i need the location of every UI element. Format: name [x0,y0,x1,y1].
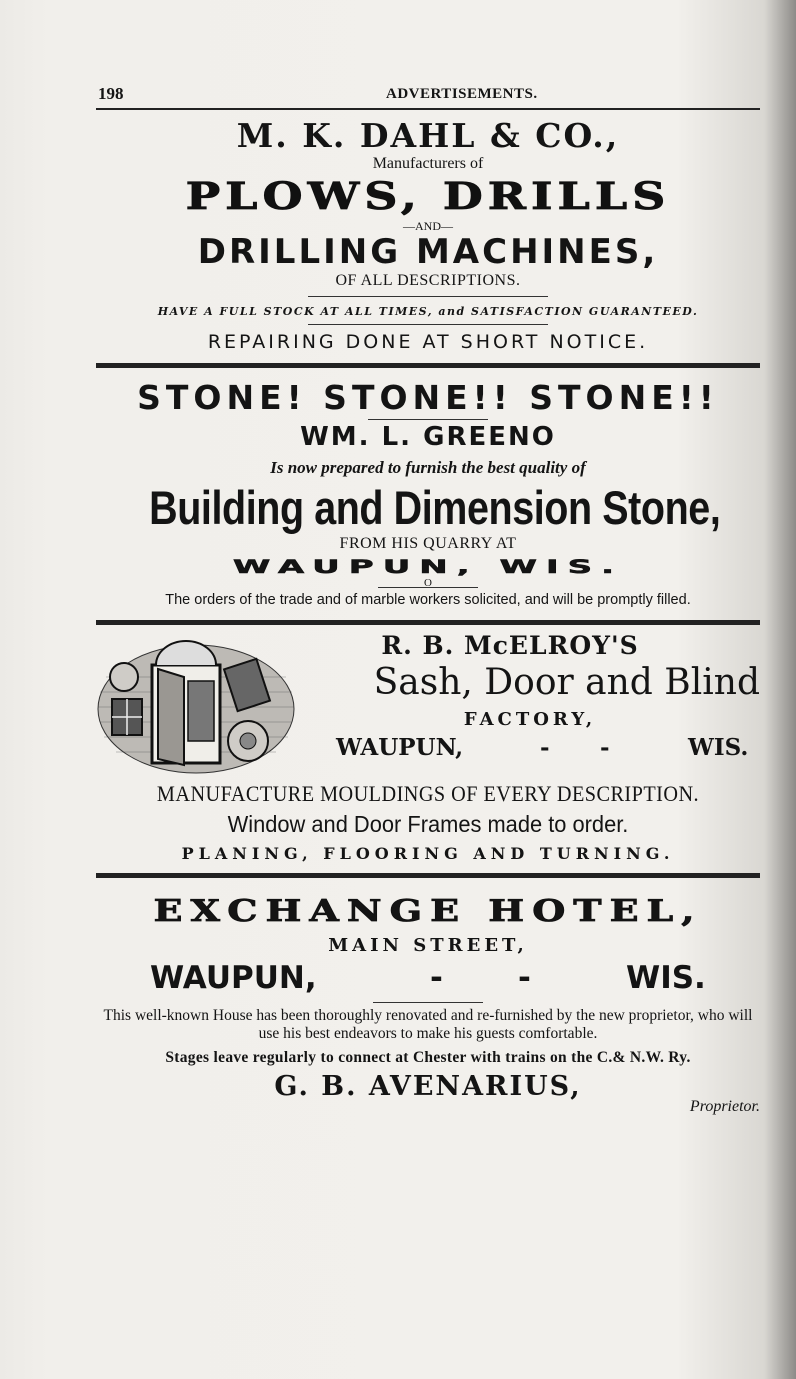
greeno-product: Building and Dimension Stone, [149,481,721,534]
dahl-repair: REPAIRING DONE AT SHORT NOTICE. [207,331,649,353]
page-header [96,84,760,108]
greeno-ornament-rule [368,419,488,420]
mcelroy-location [300,734,760,766]
hotel-state: WIS. [626,960,706,996]
mcelroy-services: PLANING, FLOORING AND TURNING. [181,844,675,863]
header-rule [96,108,760,110]
hotel-street: MAIN STREET, [328,935,528,956]
hotel-description: This well-known House has been thoroughly renovated and re-furnished by the new proprietor, who will use his best endeavors to make his guests comfortable. [103,1007,753,1042]
hotel-proprietor-title: Proprietor. [689,1098,760,1115]
greeno-headline: STONE! STONE!! STONE!! [137,378,719,417]
dahl-descriptions: OF ALL DESCRIPTIONS. [335,272,521,289]
dahl-stock: HAVE A FULL STOCK AT ALL TIMES, and SATISFACTION GUARANTEED. [157,305,699,318]
mcelroy-header-block [96,631,760,773]
mcelroy-product: Sash, Door and Blind [373,662,760,703]
greeno-prepared: Is now prepared to furnish the best quality of [270,458,586,477]
dahl-machines: DRILLING MACHINES, [197,232,659,272]
greeno-quarry: FROM HIS QUARRY AT [339,535,517,552]
dahl-products: PLOWS, DRILLS [185,173,671,219]
ad-mcelroy [96,631,760,863]
hotel-location [96,960,760,1002]
dahl-and: —AND— [403,219,453,233]
greeno-name: WM. L. GREENO [300,422,556,452]
hotel-dash-2: - [518,960,531,996]
mcelroy-factory: FACTORY, [463,709,597,730]
section-divider-2 [96,620,760,625]
mcelroy-dash-1: - [540,734,550,761]
mcelroy-frames: Window and Door Frames made to order. [227,811,629,837]
page-number: 198 [98,84,124,103]
section-divider [96,363,760,368]
mcelroy-mouldings: MANUFACTURE MOULDINGS OF EVERY DESCRIPTION. [156,781,700,806]
mcelroy-dash-2: - [600,734,610,761]
mcelroy-name: R. B. McELROY'S [381,631,639,660]
greeno-ornament: O [424,577,432,589]
hotel-ornament-rule [373,1002,483,1003]
mcelroy-city: WAUPUN, [336,734,464,761]
hotel-dash-1: - [430,960,443,996]
dahl-short-rule-2 [308,324,548,325]
section-divider-3 [96,873,760,878]
ad-hotel [96,888,760,1116]
dahl-name: M. K. DAHL & CO., [236,116,620,155]
greeno-orders: The orders of the trade and of marble workers solicited, and will be promptly filled. [165,592,691,608]
mcelroy-state: WIS. [688,734,749,761]
hotel-name: EXCHANGE HOTEL, [153,892,703,929]
dahl-short-rule [308,296,548,297]
hotel-proprietor-name: G. B. AVENARIUS, [274,1071,582,1102]
greeno-location: WAUPUN, WIS. [232,556,624,578]
hotel-stages: Stages leave regularly to connect at Chester with trains on the C.& N.W. Ry. [165,1049,691,1066]
page-content [96,84,760,1116]
hotel-city: WAUPUN, [150,960,317,996]
ad-dahl [96,116,760,353]
page-title: ADVERTISEMENTS. [386,86,538,102]
mcelroy-header-text [300,631,760,766]
ad-greeno [96,378,760,608]
dahl-subtitle: Manufacturers of [372,155,484,172]
